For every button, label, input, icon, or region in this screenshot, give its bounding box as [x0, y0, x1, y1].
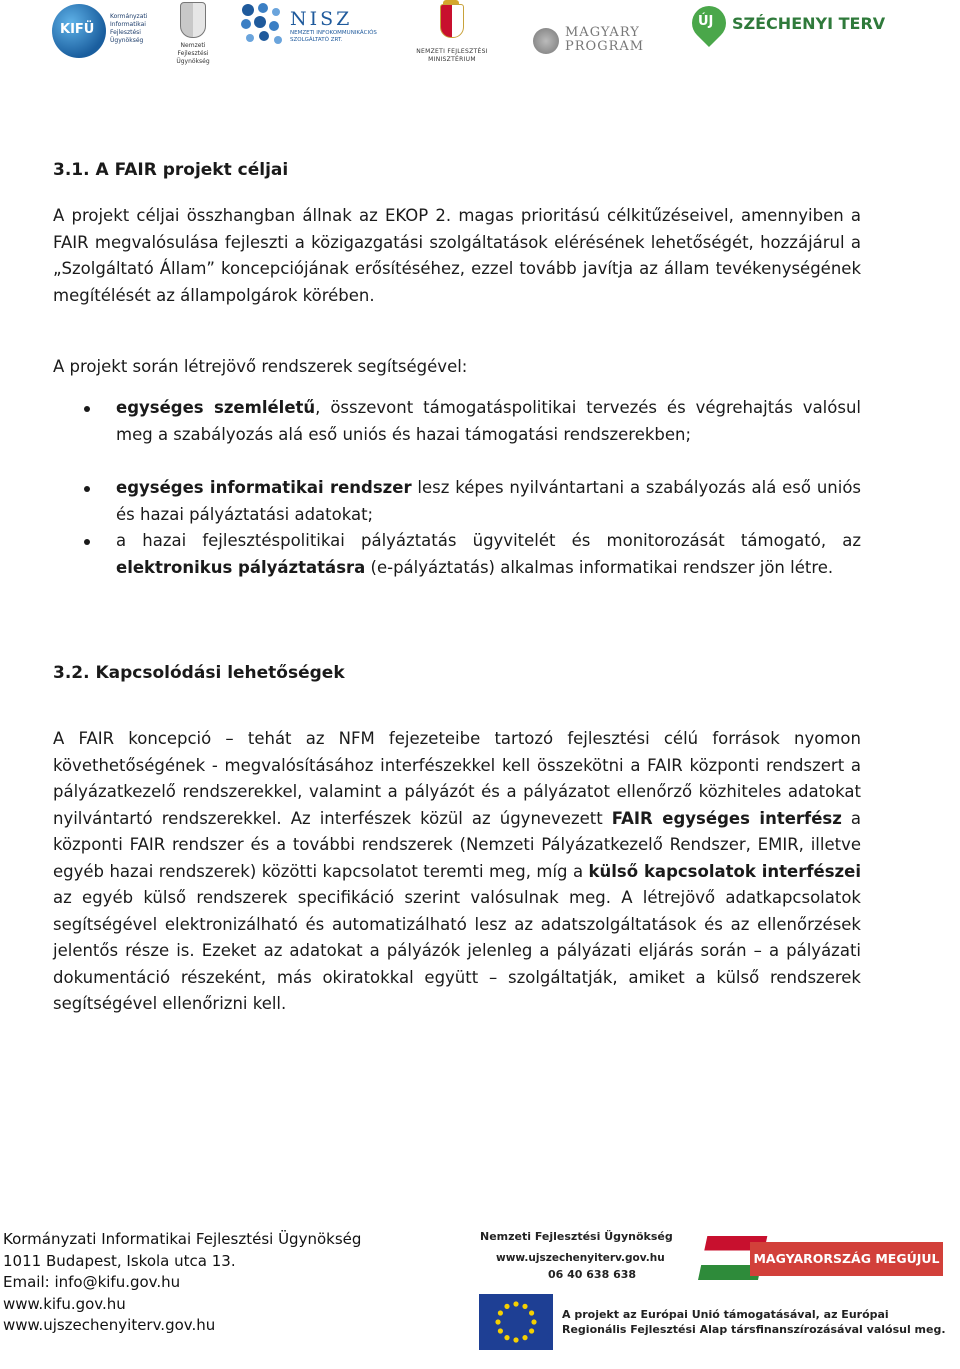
kifu-logo-word: KIFÜ	[60, 22, 95, 37]
connections-paragraph	[53, 726, 861, 1018]
eu-support-statement	[562, 1307, 946, 1337]
goals-bullet-list	[53, 395, 861, 608]
nfu-box-url[interactable]: www.ujszechenyiterv.gov.hu	[496, 1252, 665, 1264]
footer-contact	[3, 1229, 361, 1337]
footer-web-kifu[interactable]: www.kifu.gov.hu	[3, 1294, 126, 1313]
kifu-logo-text	[110, 13, 160, 45]
goals-paragraph: A projekt céljai összhangban állnak az EKOP 2. magas prioritású célkitűzéseivel, amennyiben a FAIR megvalósulása fejleszti a közigazgatási szolgáltatások elérésének lehetőségét, hozzájárul a „Szolgáltató Állam” koncepciójának erősítéséhez, ezzel tovább javítja az állam tevékenységének megítélését az állampolgárok körében.	[53, 206, 861, 305]
bullet-bold-text: elektronikus pályáztatásra	[116, 557, 366, 577]
paragraph-bold-text: külső kapcsolatok interfészei	[588, 861, 861, 881]
paragraph-text: az egyéb külső rendszerek specifikáció szerint valósulnak meg. A létrejövő adatkapcsolatok segítségével elektronizálható és automatizálható lesz az adatszolgáltatások és az ellenőrzések jelentős része is. Ezeket az adatokat a pályázók jelenleg a pályázati eljárás során – a pályázati dokumentáció részeként, más okiratokkal együtt – szolgáltatják, amiket a külső rendszerek segítségével ellenőrizni kell.	[53, 888, 861, 1013]
kifu-line: Kormányzati	[110, 13, 148, 20]
nfu-logo-text	[160, 42, 226, 66]
szechenyi-logo-text: SZÉCHENYI TERV	[732, 14, 886, 33]
nfm-line: MINISZTÉRIUM	[428, 56, 476, 63]
kifu-line: Fejlesztési	[110, 29, 141, 36]
list-item	[53, 528, 861, 608]
nfu-box-phone: 06 40 638 638	[548, 1268, 637, 1281]
paragraph-bold-text: FAIR egységes interfész	[611, 808, 842, 828]
szechenyi-uj-label: ÚJ	[698, 14, 714, 29]
bullet-bold-text: egységes informatikai rendszer	[116, 478, 412, 497]
bullet-text: a hazai fejlesztéspolitikai pályáztatás ügyvitelét és monitorozását támogató, az	[116, 531, 861, 550]
footer-address: 1011 Budapest, Iskola utca 13.	[3, 1251, 236, 1270]
magyary-logo-text	[565, 26, 644, 54]
coat-of-arms-icon	[440, 4, 464, 38]
nfu-line: Fejlesztési Ügynökség	[176, 50, 210, 65]
nisz-dots-icon	[238, 2, 288, 52]
magyary-line: PROGRAM	[565, 39, 645, 54]
eu-statement-line: Regionális Fejlesztési Alap társfinanszírozásával valósul meg.	[562, 1323, 946, 1336]
banner-text: MAGYARORSZÁG MEGÚJUL	[750, 1242, 943, 1276]
nfu-contact-box	[478, 1230, 673, 1286]
section-heading-connections: 3.2. Kapcsolódási lehetőségek	[53, 663, 345, 683]
paragraph-text: a központi FAIR rendszer és a további rendszerek (Nemzeti Pályázatkezelő Rendszer, EMIR, illetve egyéb hazai rendszerek) közötti kapcsolatot teremti meg, míg a	[53, 808, 861, 881]
kifu-line: Ügynökség	[110, 37, 144, 44]
header-logos	[0, 0, 960, 72]
eu-statement-line: A projekt az Európai Unió támogatásával, az Európai	[562, 1308, 889, 1321]
magyarorszag-megujul-banner	[698, 1236, 943, 1280]
bullet-text: (e-pályáztatás) alkalmas informatikai rendszer jön létre.	[365, 557, 834, 577]
nisz-line: SZOLGÁLTATÓ ZRT.	[290, 37, 343, 43]
bullet-bold-text: egységes szemléletű	[116, 398, 316, 417]
nisz-logo	[238, 2, 398, 58]
list-item	[53, 475, 861, 528]
nfu-line: Nemzeti	[180, 42, 206, 49]
eu-flag-icon	[479, 1294, 553, 1350]
paragraph-text: A FAIR koncepció – tehát az NFM fejezeteibe tartozó fejlesztési célú források nyomon követhetőségének - megvalósításához interfészekkel kell összekötni a FAIR központi rendszert a pályázatkezelő rendszerekkel, valamint a pályázót és a pályázatot ellenőrző közhiteles adatokat nyilvántartó rendszerekkel. Az interfészek közül az úgynevezett	[53, 729, 861, 828]
footer-email: Email: info@kifu.gov.hu	[3, 1273, 181, 1291]
bullet-text: lesz képes nyilvántartani a szabályozás alá eső uniós és hazai pályáztatási adatokat;	[116, 478, 862, 524]
bullet-text: , összevont támogatáspolitikai tervezés és végrehajtás valósul meg a szabályozás alá eső uniós és hazai támogatási rendszerekben;	[116, 398, 861, 444]
nfu-box-title: Nemzeti Fejlesztési Ügynökség	[480, 1230, 673, 1243]
kifu-logo	[52, 4, 162, 60]
list-item	[53, 395, 861, 475]
magyary-emblem-icon	[533, 28, 559, 54]
nfm-logo	[410, 4, 494, 68]
szechenyi-terv-logo	[692, 4, 892, 60]
nisz-logo-word: NISZ	[290, 8, 353, 30]
nisz-logo-text	[290, 30, 400, 44]
section-heading-goals: 3.1. A FAIR projekt céljai	[53, 160, 289, 180]
crest-icon	[180, 2, 206, 38]
nfu-logo	[160, 0, 226, 66]
nfm-logo-text	[410, 48, 494, 64]
footer-org: Kormányzati Informatikai Fejlesztési Ügynökség	[3, 1230, 362, 1248]
nfm-line: NEMZETI FEJLESZTÉSI	[416, 48, 488, 55]
footer-web-szechenyi[interactable]: www.ujszechenyiterv.gov.hu	[3, 1316, 216, 1334]
magyary-line: MAGYARY	[565, 25, 640, 40]
nisz-line: NEMZETI INFOKOMMUNIKÁCIÓS	[290, 30, 377, 36]
systems-intro: A projekt során létrejövő rendszerek segítségével:	[53, 357, 468, 376]
kifu-line: Informatikai	[110, 21, 146, 28]
magyary-logo	[533, 26, 643, 60]
